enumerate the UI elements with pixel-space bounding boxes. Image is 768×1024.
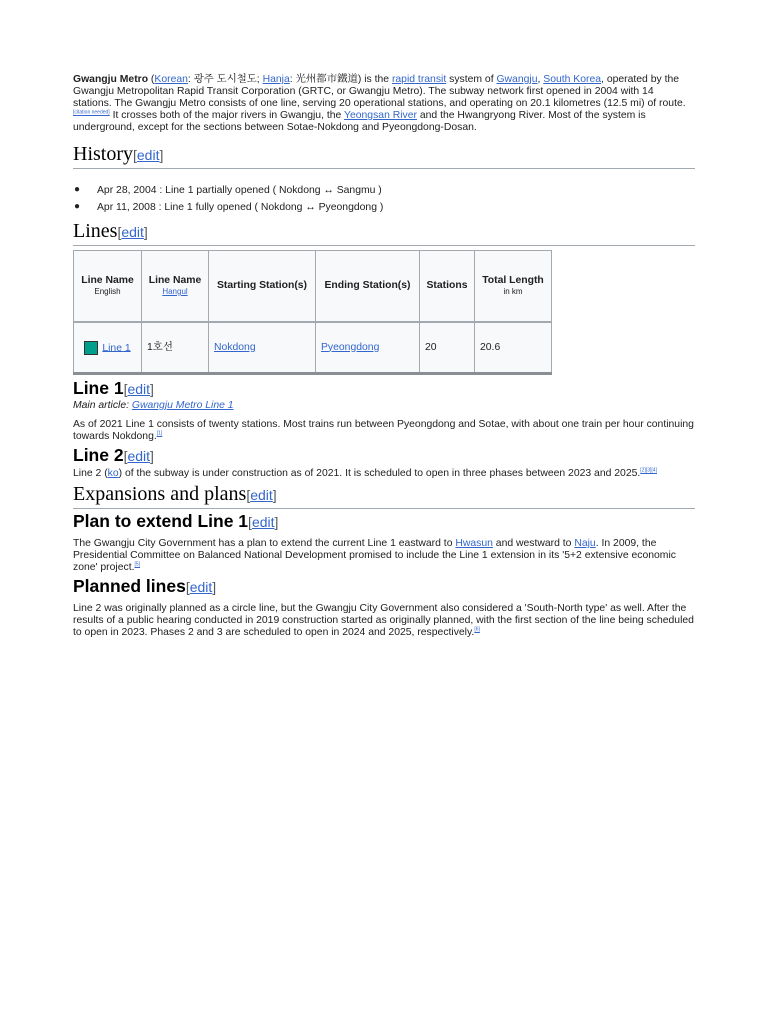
line2-title: Line 2 [73,445,124,465]
text-run: : 광주 도시철도; [187,74,263,85]
line2-heading [73,445,695,467]
text-run: . In 2009, the Presidential Committee on Balanced National Development promised to include the Line 1 extension in its '5+2 extensive economic zone' project. [73,538,676,573]
header-stations: Stations [420,251,475,323]
south-korea-link[interactable]: South Korea [543,74,602,85]
lines-title: Lines [73,220,118,242]
history-item-text: Apr 11, 2008 : Line 1 fully opened ( Nokdong ↔ Pyeongdong ) [97,202,384,213]
edit-plan-extend-link[interactable]: edit [251,514,275,530]
planned-lines-title: Planned lines [73,576,186,596]
edit-expansions-link[interactable]: edit [250,487,273,503]
expansions-title: Expansions and plans [73,483,247,505]
header-label: Line Name [148,275,202,286]
line-color-swatch [84,341,98,355]
edit-planned-lines-link[interactable]: edit [189,579,213,595]
edit-history-link[interactable]: edit [136,147,160,163]
citation-needed-link[interactable]: [citation needed] [73,109,110,116]
text-run: and the Hwangryong River. Most of the system is underground, except for the sections between Sotae-Nokdong and Pyeongdong-Dosan. [73,110,646,133]
history-heading [73,142,695,169]
planned-lines-heading [73,576,695,598]
hanja-link[interactable]: Hanja [262,74,290,85]
text-run: : 光州都市鐵道) is the [289,74,392,85]
reference-link[interactable]: [1] [156,430,163,437]
header-label: Total Length [482,275,544,286]
intro-paragraph [73,74,695,134]
main-article-link[interactable]: Gwangju Metro Line 1 [131,400,234,411]
header-starting-station: Starting Station(s) [209,251,316,323]
edit-section: [edit] [123,448,154,464]
text-run: Line 2 ( [73,468,108,479]
ko-link[interactable]: ko [107,468,119,479]
nokdong-link[interactable]: Nokdong [214,341,256,353]
text-run: As of 2021 Line 1 consists of twenty stations. Most trains run between Pyeongdong and Sotae, with about one train per hour continuing towards Nokdong. [73,419,694,442]
hatnote-prefix: Main article: [73,400,132,411]
pyeongdong-link[interactable]: Pyeongdong [321,341,380,353]
hwasun-link[interactable]: Hwasun [455,538,493,549]
cell-length: 20.6 [475,322,552,374]
text-run: , [537,74,544,85]
edit-section: [edit] [133,147,164,163]
hangul-link[interactable]: Hangul [162,287,188,296]
reference-link[interactable]: [6] [474,626,480,633]
article-subject: Gwangju Metro [73,74,149,85]
edit-section: [edit] [185,579,217,595]
reference-link[interactable]: [5] [134,561,141,568]
cell-stations: 20 [420,322,475,374]
text-run: ( [148,74,155,85]
cell-ending [316,322,420,374]
text-run: It crosses both of the major rivers in Gwangju, the [109,110,344,121]
header-ending-station: Ending Station(s) [316,251,420,323]
text-run: The Gwangju City Government has a plan to extend the current Line 1 eastward to [73,538,456,549]
edit-section: [edit] [248,514,279,530]
cell-line-english [74,322,142,374]
text-run: system of [446,74,497,85]
plan-extend-title: Plan to extend Line 1 [73,511,249,531]
reference-link[interactable]: [2][3][4] [640,467,657,474]
header-line-name-english [74,251,142,323]
bullet-icon: ● [74,184,81,195]
planned-lines-paragraph [73,603,695,639]
history-list [73,185,695,219]
edit-line1-link[interactable]: edit [127,381,151,397]
korean-link[interactable]: Korean [154,74,188,85]
line1-paragraph [73,419,695,443]
cell-starting [209,322,316,374]
header-sublabel: English [94,287,121,296]
naju-link[interactable]: Naju [574,538,596,549]
line1-title: Line 1 [73,378,124,398]
edit-line2-link[interactable]: edit [127,448,151,464]
header-line-name-hangul [142,251,209,323]
line1-heading [73,378,695,400]
text-run: and westward to [492,538,575,549]
lines-table [73,250,552,375]
rapid-transit-link[interactable]: rapid transit [391,74,447,85]
header-label: Line Name [81,275,134,286]
history-item-text: Apr 28, 2004 : Line 1 partially opened ( Nokdong ↔ Sangmu ) [97,185,382,196]
cell-line-hangul: 1호선 [142,322,209,374]
plan-extend-paragraph [73,538,695,574]
list-item [73,185,695,202]
header-sublabel: in km [503,287,523,296]
edit-lines-link[interactable]: edit [121,224,144,240]
edit-section: [edit] [117,224,148,240]
text-run: , operated by the Gwangju Metropolitan Rapid Transit Corporation (GRTC, or Gwangju Metro). The subway network first opened in 2004 with 14 stations. The Gwangju Metro consists of one line, serving 20 operational stations, and operating on 20.1 kilometres (12.5 mi) of route. [73,74,686,109]
table-header-row [74,251,552,323]
article-content [73,74,695,639]
line2-paragraph [73,468,695,480]
plan-extend-heading [73,511,695,533]
header-total-length [475,251,552,323]
text-run: ) of the subway is under construction as of 2021. It is scheduled to open in three phases between 2023 and 2025. [118,468,641,479]
bullet-icon: ● [74,201,81,212]
lines-heading [73,219,695,246]
gwangju-link[interactable]: Gwangju [496,74,538,85]
table-row [74,322,552,374]
list-item [73,202,695,219]
line-1-link[interactable]: Line 1 [102,342,131,354]
edit-section: [edit] [246,487,277,503]
edit-section: [edit] [123,381,154,397]
text-run: Line 2 was originally planned as a circle line, but the Gwangju City Government also considered a 'South-North type' as well. After the results of a public hearing conducted in 2019 construction started as originally planned, with the first section of the line being scheduled to open in 2023. Phases 2 and 3 are scheduled to open in 2024 and 2025, respectively. [73,603,694,638]
expansions-heading [73,482,695,509]
hatnote [73,400,695,412]
history-title: History [73,143,133,165]
yeongsan-river-link[interactable]: Yeongsan River [344,110,417,121]
